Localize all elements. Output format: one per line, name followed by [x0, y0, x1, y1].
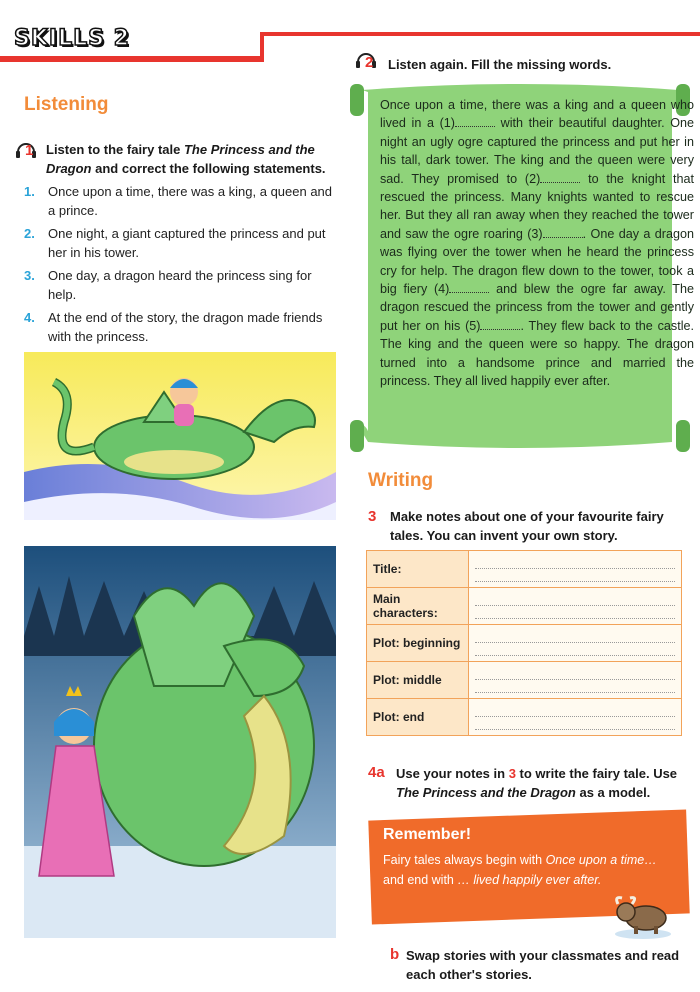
writing-title: Writing: [368, 470, 434, 491]
story-text: Once upon a time, there was a king and a queen who lived in a (1) with their beautiful daughter. One night an ugly ogre captured the princess and put her in his tall, dark tower. The king and the queen were very sad. They promised to (2) to the knight that rescued the princess. Many knights wanted to rescue her. But they all ran away when they reached the tower and saw the ogre roaring (3) . One day a dragon was flying over the tower when he heard the princess cry for help. The dragon flew down to the tower, took a big fiery (4) and blew the ogre far away. The dragon rescued the princess from the tower and gently put her on his (5) . They flew back to the castle. The king and the queen were so happy. The dragon turned into a handsome prince and married the princess. They all lived happily ever after.: [380, 98, 695, 389]
header-rule-step: [260, 32, 264, 62]
list-item: 4. At the end of the story, the dragon made friends with the princess.: [24, 310, 323, 344]
ex2-instruction: Listen again. Fill the missing words.: [388, 57, 612, 72]
gap-5[interactable]: [480, 319, 520, 330]
middle-notes-field[interactable]: [469, 662, 682, 699]
ex3-number: 3: [368, 508, 377, 525]
ex4b-number: b: [390, 946, 400, 963]
gap-2[interactable]: [540, 172, 580, 183]
skills-badge: SKILLS 2: [14, 26, 130, 51]
row-label-beginning: Plot: beginning: [367, 625, 469, 662]
beginning-notes-field[interactable]: [469, 625, 682, 662]
remember-title: Remember!: [383, 826, 472, 843]
ex1-instruction: Listen to the fairy tale The Princess and the Dragon and correct the following statements.: [46, 142, 326, 176]
ex1-number: 1: [25, 142, 34, 159]
list-item: 3. One day, a dragon heard the princess sing for help.: [24, 268, 312, 302]
characters-notes-field[interactable]: [469, 588, 682, 625]
notes-table: [366, 550, 682, 736]
ex4a-instruction: Use your notes in 3 to write the fairy tale. Use The Princess and the Dragon as a model.: [396, 766, 678, 800]
row-label-characters: Main characters:: [367, 588, 469, 625]
row-label-middle: Plot: middle: [367, 662, 469, 699]
ex3-instruction: Make notes about one of your favourite fairy tales. You can invent your own story.: [390, 509, 664, 543]
table-row: [367, 588, 682, 625]
listening-title: Listening: [24, 94, 109, 115]
row-label-end: Plot: end: [367, 699, 469, 736]
end-notes-field[interactable]: [469, 699, 682, 736]
princess-and-dragon-illustration: [24, 546, 336, 938]
princess-riding-dragon-illustration: [24, 352, 336, 520]
ex4b-instruction: Swap stories with your classmates and read each other's stories.: [406, 948, 680, 982]
gap-4[interactable]: [449, 282, 489, 293]
header-rule-top: [262, 32, 700, 36]
remember-text: Fairy tales always begin with Once upon a time… and end with … lived happily ever after.: [383, 853, 657, 887]
statement-list: [24, 182, 340, 350]
table-row: [367, 699, 682, 736]
gap-3[interactable]: [543, 227, 583, 238]
gap-1[interactable]: [455, 116, 495, 127]
header-rule: [0, 56, 262, 62]
list-item: 1. Once upon a time, there was a king, a queen and a prince.: [24, 184, 333, 218]
table-row: [367, 551, 682, 588]
row-label-title: Title:: [367, 551, 469, 588]
buffalo-mascot-icon: [612, 890, 674, 940]
ex4a-number: 4a: [368, 764, 385, 781]
list-item: 2. One night, a giant captured the princess and put her in his tower.: [24, 226, 326, 260]
ex2-number: 2: [365, 54, 374, 71]
title-notes-field[interactable]: [469, 551, 682, 588]
table-row: [367, 662, 682, 699]
table-row: [367, 625, 682, 662]
